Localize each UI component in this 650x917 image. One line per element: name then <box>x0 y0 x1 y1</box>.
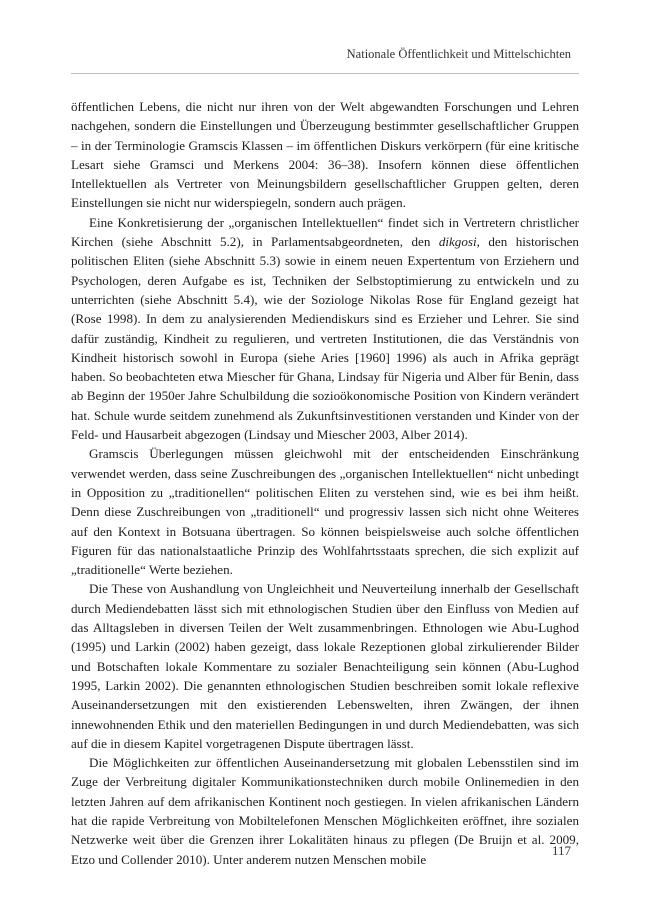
paragraph-1: öffentlichen Lebens, die nicht nur ihren von der Welt abgewandten Forschungen und Lehren nachgehen, sondern die Einstellungen und Überzeugung bestimmter gesellschaftlicher Gruppen – in der Terminologie Gramscis Klassen – im öffentlichen Diskurs verkörpern (für eine kritische Lesart siehe Gramsci und Merkens 2004: 36–38). Insofern können diese öffentlichen Intellektuellen als Vertreter von Meinungsbildern gesellschaftlicher Gruppen gelten, deren Einstellungen sie nicht nur widerspiegeln, sondern auch prägen. <box>71 99 579 211</box>
paragraph-4: Die These von Aushandlung von Ungleichheit und Neuverteilung innerhalb der Gesellschaft durch Mediendebatten lässt sich mit ethnologischen Studien über den Einfluss von Medien auf das Alltagsleben in diversen Teilen der Welt zusammenbringen. Ethnologen wie Abu-Lughod (1995) und Larkin (2002) haben gezeigt, dass lokale Rezeptionen global zirkulierender Bilder und Botschaften lokale Kommentare zu sozialer Benachteiligung sein können (Abu-Lughod 1995, Larkin 2002). Die genannten ethnologischen Studien beschreiben somit lokale reflexive Auseinandersetzungen mit den existierenden Lebenswelten, ihren Zwängen, der ihnen innewohnenden Ethik und den materiellen Bedingungen in und durch Mediendebatten, was sich auf die in diesem Kapitel vorgetragenen Dispute übertragen lässt. <box>71 581 579 751</box>
running-head: Nationale Öffentlichkeit und Mittelschichten <box>346 47 571 61</box>
header-rule <box>71 73 579 74</box>
paragraph-5: Die Möglichkeiten zur öffentlichen Auseinandersetzung mit globalen Lebensstilen sind im Zuge der Verbreitung digitaler Kommunikationstechniken durch mobile Onlinemedien in den letzten Jahren auf dem afrikanischen Kontinent noch gestiegen. In vielen afrikanischen Ländern hat die rapide Verbreitung von Mobiltelefonen Menschen Möglichkeiten eröffnet, ihre sozialen Netzwerke weit über die Grenzen ihrer Lokalitäten hinaus zu pflegen (De Bruijn et al. 2009, Etzo und Collender 2010). Unter anderem nutzen Menschen mobile <box>71 755 579 867</box>
paragraph-2-text-a: Eine Konkretisierung der „organischen Intellektuellen“ findet sich in Vertretern christlicher Kirchen (siehe Abschnitt 5.2), in Parlamentsabgeordneten, den <box>71 214 579 250</box>
body-text <box>71 97 579 869</box>
paragraph-2-italic-term: dikgosi <box>438 234 477 250</box>
paragraph-3: Gramscis Überlegungen müssen gleichwohl mit der entscheidenden Einschränkung verwendet werden, dass seine Zuschreibungen des „organischen Intellektuellen“ nicht unbedingt in Opposition zu „traditionellen“ politischen Eliten zu verstehen sind, wie es bei ihm heißt. Denn diese Zuschreibungen von „traditionell“ und progressiv lassen sich nicht ohne Weiteres auf den Kontext in Botsuana übertragen. So können beispielsweise auch solche öffentlichen Figuren für das nationalstaatliche Prinzip des Wohlfahrtsstaats sprechen, die sich explizit auf „traditionelle“ Werte beziehen. <box>71 446 579 578</box>
page-number: 117 <box>551 843 571 858</box>
paragraph-2-text-b: , den historischen politischen Eliten (siehe Abschnitt 5.3) sowie in einem neuen Expertentum von Erziehern und Psychologen, deren Aufgabe es ist, Techniken der Selbstoptimierung zu entwickeln und zu unterrichten (siehe Abschnitt 5.4), wie der Soziologe Nikolas Rose für England gezeigt hat (Rose 1998). In dem zu analysierenden Mediendiskurs sind es Erzieher und Lehrer. Sie sind dafür zuständig, Kindheit zu regulieren, und vertreten Institutionen, die das Verständnis von Kindheit historisch sowohl in Europa (siehe Aries [1960] 1996) als auch in Afrika geprägt haben. So beobachteten etwa Miescher für Ghana, Lindsay für Nigeria und Alber für Benin, dass ab Beginn der 1950er Jahre Schulbildung die sozioökonomische Position von Kindern verändert hat. Schule wurde seitdem zunehmend als Zukunftsinvestitionen verstanden und Kinder von der Feld- und Hausarbeit abgezogen (Lindsay und Miescher 2003, Alber 2014). <box>71 234 579 443</box>
paragraph-2 <box>71 213 579 445</box>
